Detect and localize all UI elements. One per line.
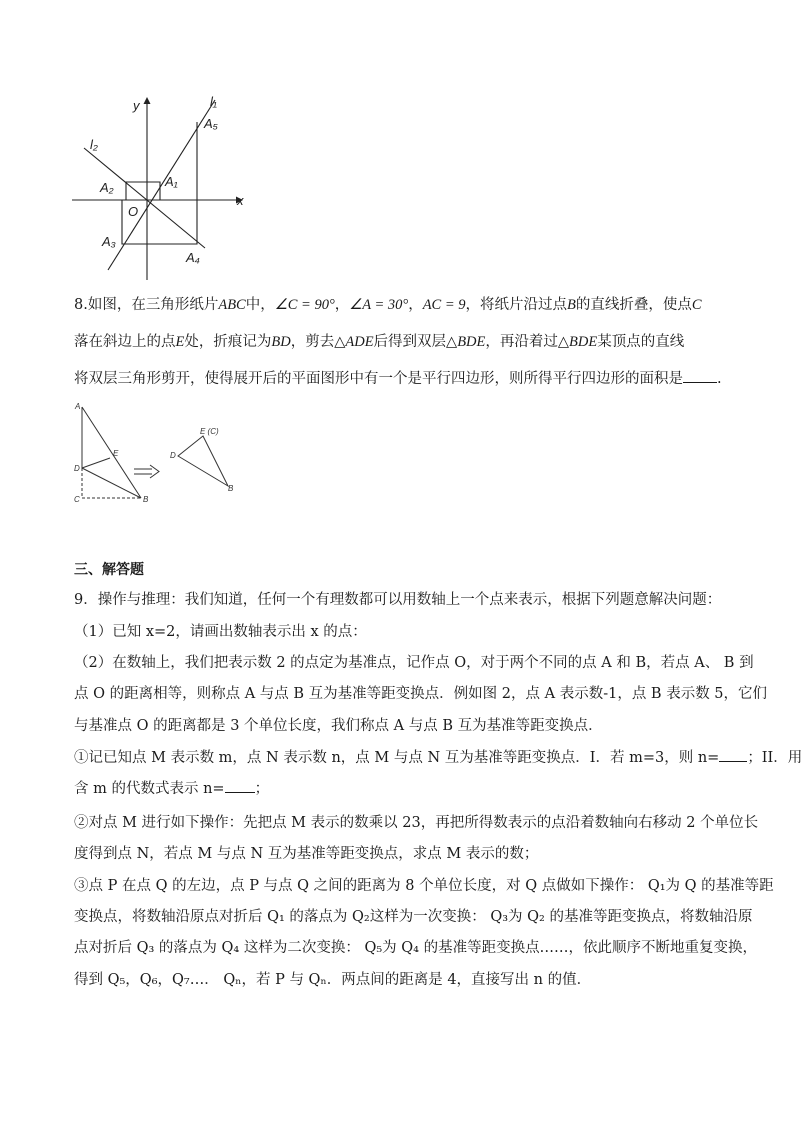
label-a4: A₄ xyxy=(186,250,200,265)
q9-line-7: 含 m 的代数式表示 n= ； xyxy=(74,778,734,799)
label-b-fig2: B xyxy=(143,495,149,504)
transform-arrow xyxy=(134,465,159,478)
label-a5: A₅ xyxy=(204,116,218,131)
q9-line-1: 9．操作与推理：我们知道，任何一个有理数都可以用数轴上一个点来表示，根据下列题意解决问题： xyxy=(74,592,722,608)
q9-line-13: 得到 Q₅，Q₆，Q₇…． Qₙ，若 P 与 Qₙ．两点间的距离是 4，直接写出 n 的值． xyxy=(74,972,592,988)
label-a2: A₂ xyxy=(100,180,114,195)
edge-ab xyxy=(82,407,141,498)
edge-de xyxy=(82,458,110,468)
label-a3: A₃ xyxy=(102,234,116,249)
label-y: y xyxy=(133,98,140,113)
label-o: O xyxy=(128,204,139,219)
label-a-fig2: A xyxy=(75,402,81,411)
edge-db xyxy=(82,468,141,498)
q8-line-1: 8.如图，在三角形纸片ABC中，∠C = 90°，∠A = 30°，AC = 9，将纸片沿过点B的直线折叠，使点C xyxy=(74,297,702,313)
q9-line-5: 与基准点 O 的距离都是 3 个单位长度，我们称点 A 与点 B 互为基准等距变换点． xyxy=(74,718,603,734)
q8-answer-blank[interactable] xyxy=(683,368,717,383)
q9-line-11: 变换点，将数轴沿原点对折后 Q₁ 的落点为 Q₂这样为一次变换： Q₃为 Q₂ 的基准等距变换点，将数轴沿原 xyxy=(74,909,753,925)
line-l2 xyxy=(84,148,205,248)
q8-line-2: 落在斜边上的点E处，折痕记为BD，剪去△ADE后得到双层△BDE，再沿着过△BDE某顶点的直线 xyxy=(74,334,685,350)
triangle-bde xyxy=(178,436,228,486)
q8-number: 8. xyxy=(74,297,88,313)
label-x: x xyxy=(237,193,244,208)
q9-line-2: （1）已知 x=2，请画出数轴表示出 x 的点： xyxy=(74,624,367,640)
q9-line-8: ②对点 M 进行如下操作：先把点 M 表示的数乘以 23，再把所得数表示的点沿着数轴向右移动 2 个单位长 xyxy=(74,815,759,831)
q8-line-3: 将双层三角形剪开，使得展开后的平面图形中有一个是平行四边形，则所得平行四边形的面积是 . xyxy=(74,368,734,389)
label-l2: l₂ xyxy=(90,137,98,152)
label-l1: l₁ xyxy=(210,94,217,109)
q9-answer-blank-2[interactable] xyxy=(225,778,255,793)
label-d2-fig2: D xyxy=(170,451,176,460)
section-title: 三、解答题 xyxy=(74,562,144,578)
q9-line-12: 点对折后 Q₃ 的落点为 Q₄ 这样为二次变换： Q₅为 Q₄ 的基准等距变换点……，依此顺序不断地重复变换， xyxy=(74,940,758,956)
q9-line-3: （2）在数轴上，我们把表示数 2 的点定为基准点，记作点 O，对于两个不同的点 A 和 B，若点 A、 B 到 xyxy=(74,655,754,671)
label-d-fig2: D xyxy=(74,464,80,473)
q9-line-10: ③点 P 在点 Q 的左边，点 P 与点 Q 之间的距离为 8 个单位长度，对 Q 点做如下操作： Q₁为 Q 的基准等距 xyxy=(74,878,774,894)
figure-folded-triangle xyxy=(70,398,250,508)
q9-answer-blank-1[interactable] xyxy=(719,747,747,762)
label-c-fig2: C xyxy=(74,495,80,504)
arrow-y xyxy=(144,97,151,104)
q9-line-9: 度得到点 N，若点 M 与点 N 互为基准等距变换点，求点 M 表示的数； xyxy=(74,846,539,862)
q9-line-6: ①记已知点 M 表示数 m，点 N 表示数 n，点 M 与点 N 互为基准等距变换点．I．若 m=3，则 n= ；II．用 xyxy=(74,747,734,768)
figure-coordinate-lines xyxy=(60,88,260,288)
label-ec-fig2: E (C) xyxy=(200,427,219,436)
label-a1: A₁ xyxy=(165,174,178,189)
q9-line-4: 点 O 的距离相等，则称点 A 与点 B 互为基准等距变换点．例如图 2，点 A 表示数-1，点 B 表示数 5，它们 xyxy=(74,686,768,702)
label-e-fig2: E xyxy=(113,449,119,458)
label-b2-fig2: B xyxy=(228,484,234,493)
